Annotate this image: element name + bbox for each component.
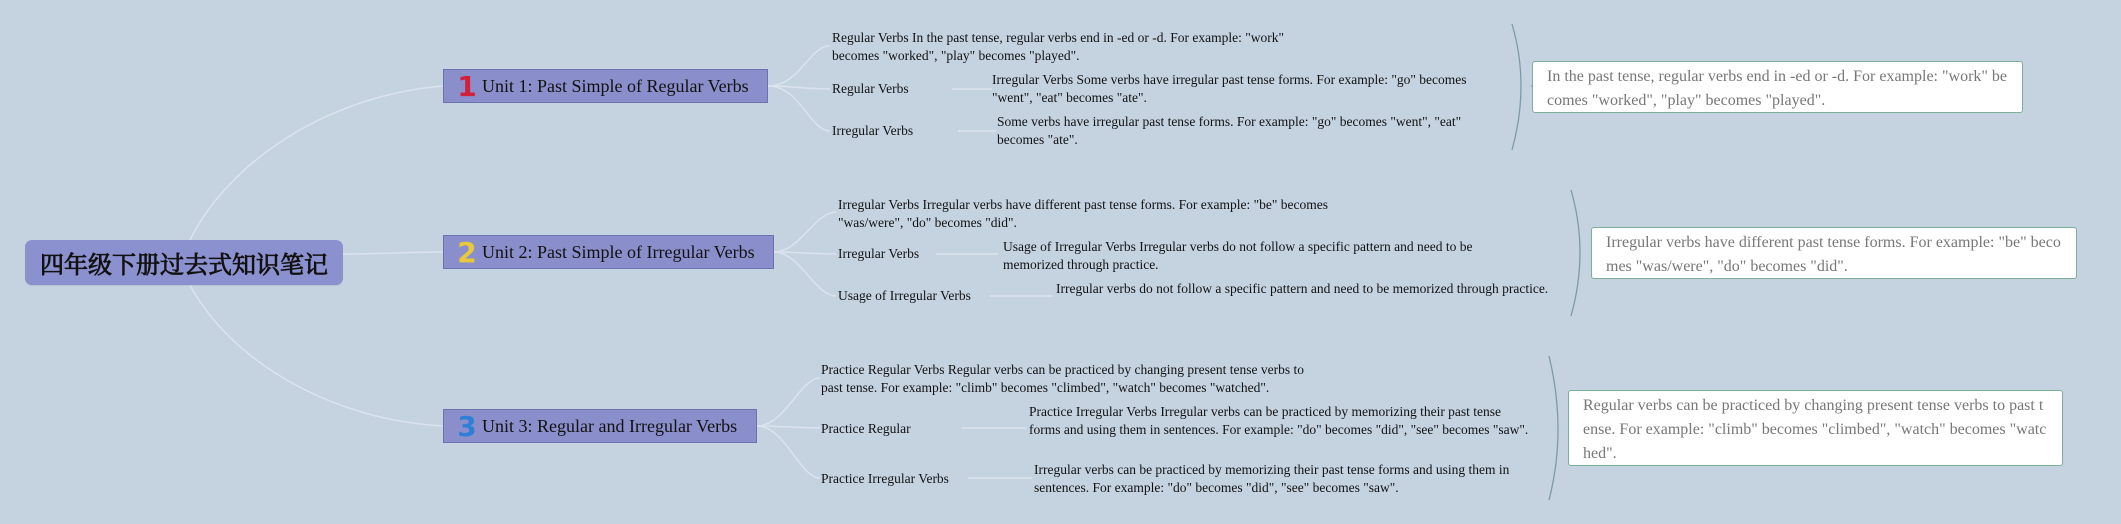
number-3-icon: 3 <box>457 409 477 443</box>
unit-2-title: Unit 2: Past Simple of Irregular Verbs <box>482 241 755 262</box>
number-1-icon: 1 <box>457 69 477 103</box>
unit-2-summary[interactable]: Irregular verbs have different past tense forms. For example: "be" becomes "was/were", "do" becomes "did". <box>1591 227 2077 279</box>
number-2-icon: 2 <box>457 235 477 269</box>
unit-1-summary[interactable]: In the past tense, regular verbs end in -ed or -d. For example: "work" becomes "worked", "play" becomes "played". <box>1532 61 2023 113</box>
unit-1-topic-1[interactable]: Regular Verbs In the past tense, regular verbs end in -ed or -d. For example: "work" becomes "worked", "play" becomes "played". <box>832 30 1285 63</box>
unit-3-topic[interactable] <box>443 409 757 443</box>
unit-1-topic-2-label[interactable]: Regular Verbs <box>832 81 909 96</box>
unit-1-topic-3-label[interactable]: Irregular Verbs <box>832 123 914 138</box>
unit-3-title: Unit 3: Regular and Irregular Verbs <box>482 415 738 436</box>
unit-1-topic-3-detail[interactable]: Some verbs have irregular past tense forms. For example: "go" becomes "went", "eat" becomes "ate". <box>997 114 1462 147</box>
unit-3-topic-3-detail[interactable]: Irregular verbs can be practiced by memorizing their past tense forms and using them in sentences. For example: "do" becomes "did", "see" becomes "saw". <box>1034 462 1510 495</box>
unit-1-topic-2-detail[interactable]: Irregular Verbs Some verbs have irregular past tense forms. For example: "go" becomes "went", "eat" becomes "ate". <box>992 72 1467 105</box>
unit-2-topic-3-detail[interactable]: Irregular verbs do not follow a specific pattern and need to be memorized through practice. <box>1056 281 1549 296</box>
unit-3-topic-2-label[interactable]: Practice Regular <box>821 421 911 436</box>
unit-2-topic-2-detail[interactable]: Usage of Irregular Verbs Irregular verbs do not follow a specific pattern and need to be memorized through practice. <box>1003 239 1473 272</box>
unit-2-topic-3-label[interactable]: Usage of Irregular Verbs <box>838 288 971 303</box>
unit-1-title: Unit 1: Past Simple of Regular Verbs <box>482 75 749 96</box>
root-topic[interactable] <box>25 240 343 285</box>
unit-3-topic-2-detail[interactable]: Practice Irregular Verbs Irregular verbs can be practiced by memorizing their past tense forms and using them in sentences. For example: "do" becomes "did", "see" becomes "saw". <box>1029 404 1529 437</box>
unit-3-summary[interactable]: Regular verbs can be practiced by changing present tense verbs to past tense. For example: "climb" becomes "climbed", "watch" becomes "watched". <box>1568 390 2063 466</box>
unit-2-topic-2-label[interactable]: Irregular Verbs <box>838 246 920 261</box>
unit-3-topic-1[interactable]: Practice Regular Verbs Regular verbs can be practiced by changing present tense verbs to past tense. For example: "climb" becomes "climbed", "watch" becomes "watched". <box>821 362 1304 395</box>
unit-1-topic[interactable] <box>443 69 768 103</box>
unit-3-topic-3-label[interactable]: Practice Irregular Verbs <box>821 471 949 486</box>
unit-2-topic-1[interactable]: Irregular Verbs Irregular verbs have different past tense forms. For example: "be" becomes "was/were", "do" becomes "did". <box>838 197 1328 230</box>
unit-2-topic[interactable] <box>443 235 774 269</box>
root-title: 四年级下册过去式知识笔记 <box>40 251 328 279</box>
